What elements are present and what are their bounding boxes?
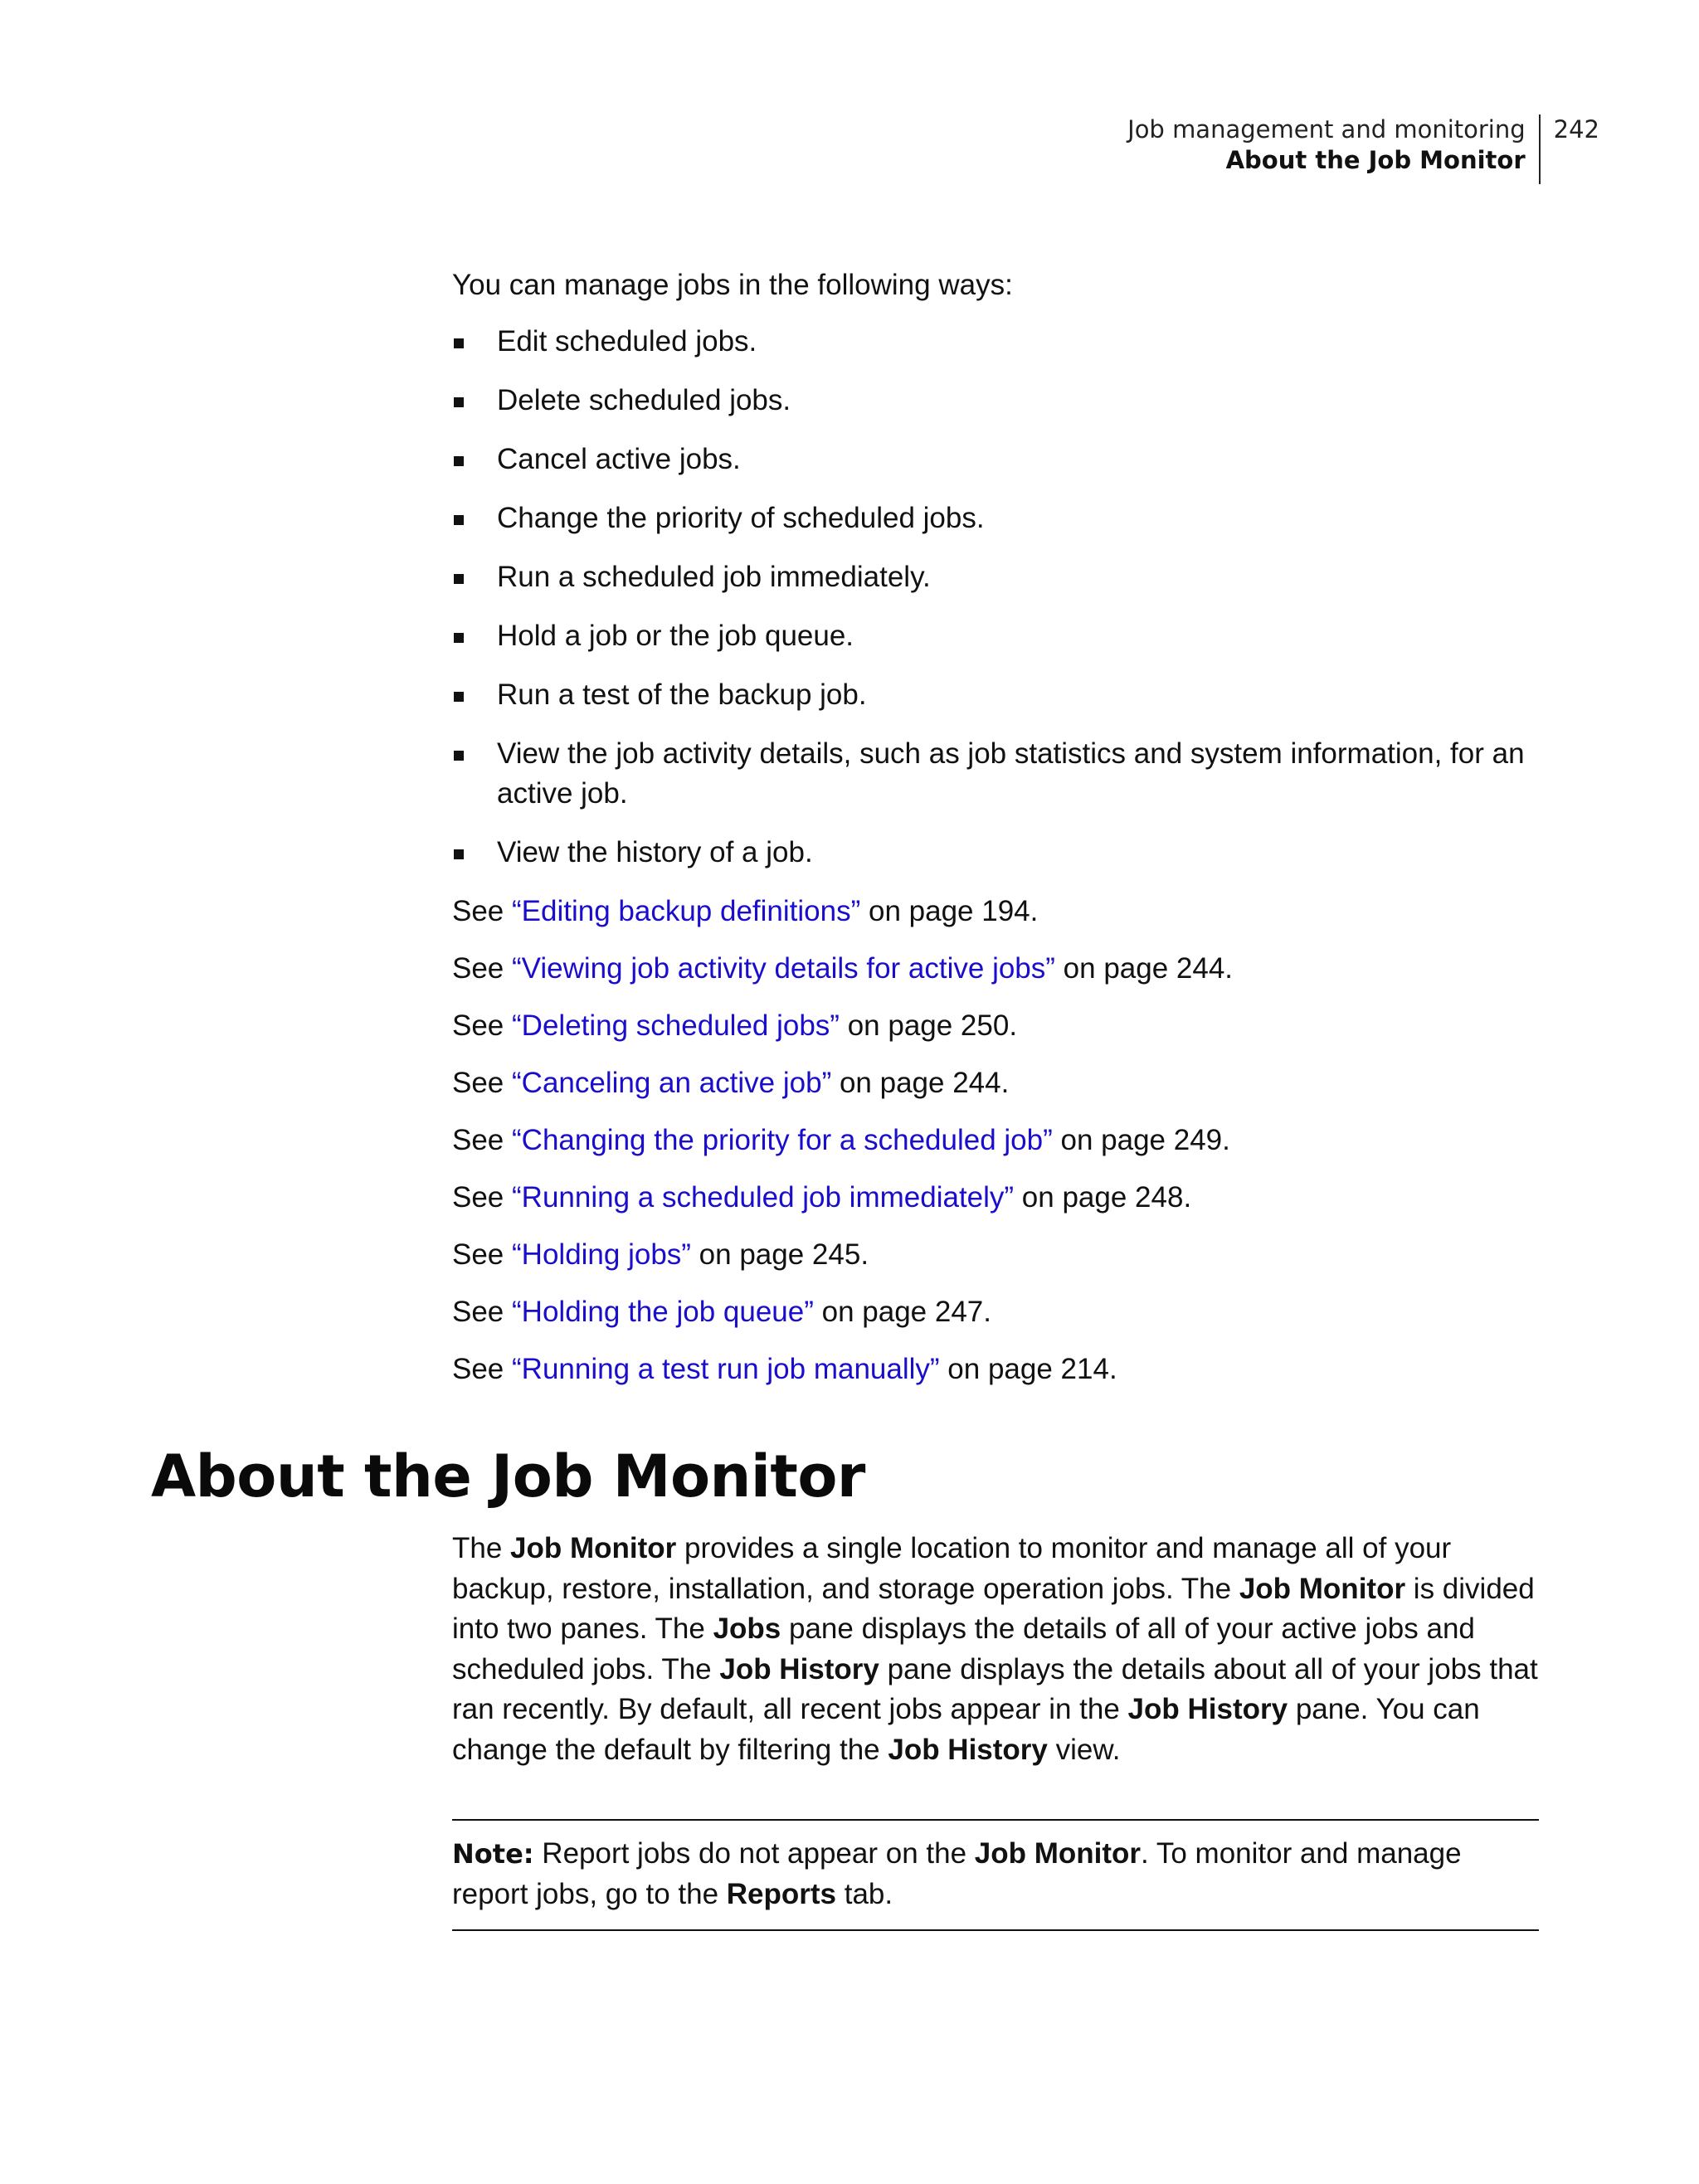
body-text: view. <box>1047 1733 1121 1766</box>
intro-text: You can manage jobs in the following ways: <box>452 269 1013 301</box>
list-item <box>452 675 1539 715</box>
body-text: pane displays the details about all of your jobs that ran recently. By default, all recent jobs appear in the <box>452 1652 1538 1725</box>
see-reference-page: on page 214. <box>939 1353 1117 1385</box>
see-reference-link[interactable]: “Deleting scheduled jobs” <box>512 1009 840 1042</box>
see-prefix: See <box>452 1067 504 1099</box>
see-prefix: See <box>452 1009 504 1042</box>
see-reference-page: on page 244. <box>1054 952 1234 985</box>
content <box>452 265 1539 1407</box>
square-bullet-icon <box>454 338 464 348</box>
see-prefix: See <box>452 895 504 927</box>
see-reference <box>452 1350 1539 1389</box>
see-reference-link[interactable]: “Viewing job activity details for active jobs” <box>512 952 1055 985</box>
see-prefix: See <box>452 1181 504 1214</box>
section-title: About the Job Monitor <box>151 1442 865 1510</box>
square-bullet-icon <box>454 692 464 702</box>
note-label: Note: <box>452 1838 534 1870</box>
list-item <box>452 833 1539 873</box>
square-bullet-icon <box>454 849 464 859</box>
body-bold: Job History <box>888 1733 1048 1766</box>
note-box <box>452 1819 1539 1931</box>
body-text: The <box>452 1532 511 1564</box>
see-reference-page: on page 245. <box>690 1238 869 1271</box>
see-prefix: See <box>452 1353 504 1385</box>
list-item-text: View the history of a job. <box>497 836 813 868</box>
see-reference-page: on page 249. <box>1052 1124 1230 1156</box>
list-item <box>452 557 1539 597</box>
see-reference-link[interactable]: “Holding the job queue” <box>512 1296 814 1328</box>
see-reference <box>452 1063 1539 1103</box>
running-header <box>1127 114 1599 184</box>
see-reference <box>452 1235 1539 1275</box>
see-reference-page: on page 248. <box>1014 1181 1192 1214</box>
list-item-text: Run a scheduled job immediately. <box>497 561 931 593</box>
list-item <box>452 322 1539 362</box>
see-reference-link[interactable]: “Running a scheduled job immediately” <box>512 1181 1015 1214</box>
note-text: tab. <box>836 1877 893 1910</box>
square-bullet-icon <box>454 397 464 407</box>
see-prefix: See <box>452 1296 504 1328</box>
see-prefix: See <box>452 952 504 985</box>
body-bold: Job Monitor <box>510 1532 677 1564</box>
list-item <box>452 734 1539 814</box>
note-text: . To monitor and manage report jobs, go to the <box>452 1837 1462 1910</box>
body-bold: Job Monitor <box>1239 1572 1406 1605</box>
note-bold: Reports <box>726 1877 837 1910</box>
body-bold: Job History <box>719 1652 879 1685</box>
list-item <box>452 499 1539 538</box>
see-reference <box>452 892 1539 931</box>
list-item-text: View the job activity details, such as job statistics and system information, for an active job. <box>497 737 1525 810</box>
header-titles <box>1127 114 1541 184</box>
see-reference <box>452 949 1539 989</box>
square-bullet-icon <box>454 574 464 584</box>
body-text: is divided into two panes. The <box>452 1572 1535 1645</box>
note-text: Report jobs do not appear on the <box>533 1837 975 1870</box>
see-reference-page: on page 250. <box>839 1009 1018 1042</box>
square-bullet-icon <box>454 751 464 761</box>
see-reference-link[interactable]: “Canceling an active job” <box>512 1067 832 1099</box>
cross-references <box>452 892 1539 1389</box>
list-item-text: Change the priority of scheduled jobs. <box>497 502 985 534</box>
see-reference-page: on page 194. <box>860 895 1039 927</box>
square-bullet-icon <box>454 633 464 643</box>
list-item-text: Edit scheduled jobs. <box>497 325 757 358</box>
list-item-text: Cancel active jobs. <box>497 443 741 475</box>
ways-list <box>452 322 1539 873</box>
see-reference <box>452 1178 1539 1218</box>
see-prefix: See <box>452 1238 504 1271</box>
list-item <box>452 616 1539 656</box>
see-reference-link[interactable]: “Editing backup definitions” <box>512 895 861 927</box>
body-text: provides a single location to monitor and manage all of your backup, restore, installation, and storage operation jobs. The <box>452 1532 1452 1605</box>
square-bullet-icon <box>454 456 464 466</box>
body-bold: Job History <box>1127 1693 1288 1725</box>
see-reference-page: on page 244. <box>831 1067 1010 1099</box>
list-item <box>452 440 1539 479</box>
list-item-text: Hold a job or the job queue. <box>497 620 854 652</box>
body-text: pane displays the details of all of your active jobs and scheduled jobs. The <box>452 1612 1475 1685</box>
list-item-text: Delete scheduled jobs. <box>497 384 791 416</box>
square-bullet-icon <box>454 515 464 525</box>
page-number: 242 <box>1553 115 1599 143</box>
body-bold: Jobs <box>713 1612 781 1645</box>
see-reference <box>452 1292 1539 1332</box>
header-chapter: Job management and monitoring <box>1127 115 1526 143</box>
job-monitor-paragraph <box>452 1529 1539 1770</box>
note-bold: Job Monitor <box>974 1837 1142 1870</box>
see-reference <box>452 1006 1539 1046</box>
see-reference <box>452 1121 1539 1160</box>
see-prefix: See <box>452 1124 504 1156</box>
list-item <box>452 381 1539 421</box>
list-item-text: Run a test of the backup job. <box>497 679 867 711</box>
see-reference-page: on page 247. <box>813 1296 991 1328</box>
see-reference-link[interactable]: “Changing the priority for a scheduled job” <box>512 1124 1053 1156</box>
see-reference-link[interactable]: “Holding jobs” <box>512 1238 691 1271</box>
body-text: pane. You can change the default by filtering the <box>452 1693 1480 1766</box>
header-section: About the Job Monitor <box>1225 146 1526 174</box>
see-reference-link[interactable]: “Running a test run job manually” <box>512 1353 940 1385</box>
